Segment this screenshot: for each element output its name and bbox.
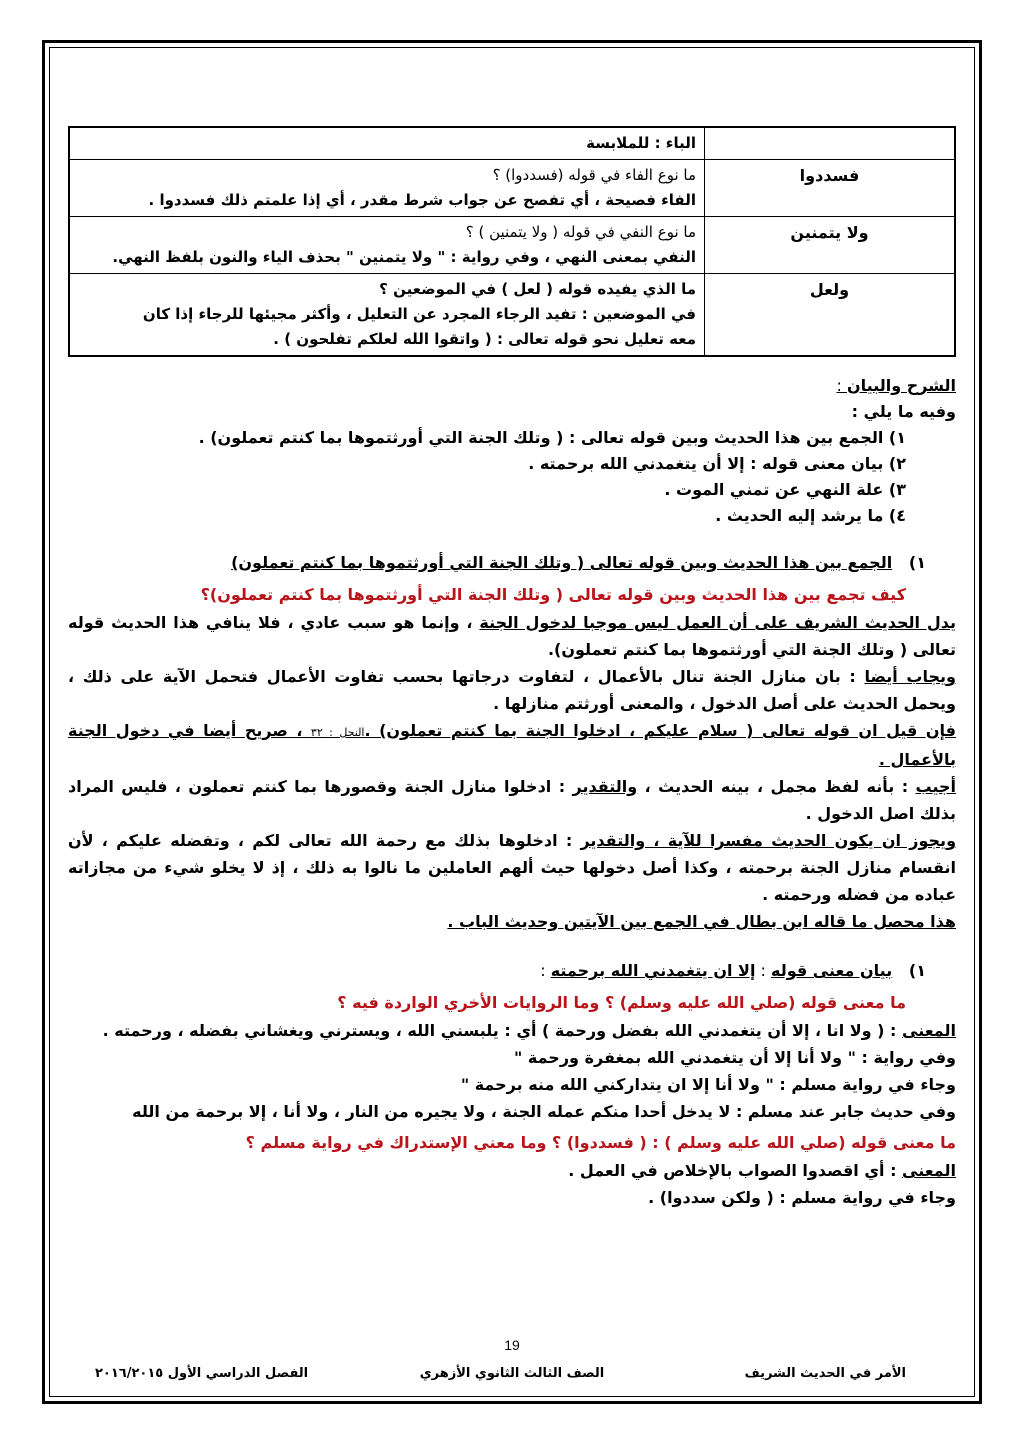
table-explanation-cell <box>69 160 705 217</box>
table-question: ما نوع النفي في قوله ( ولا يتمنين ) ؟ <box>465 223 696 241</box>
table-explanation-cell <box>69 274 705 357</box>
underlined-phrase: والتقدير <box>572 777 638 796</box>
table-explanation-cell <box>69 127 705 160</box>
table-answer: في الموضعين : تفيد الرجاء المجرد عن التعليل ، وأكثر مجيئها للرجاء إذا كان <box>142 305 696 323</box>
footer-grade: الصف الثالث الثانوي الأزهري <box>419 1366 605 1381</box>
page-content <box>68 126 956 1211</box>
paragraph: وجاء في رواية مسلم : ( ولكن سددوا) . <box>648 1188 956 1207</box>
paragraph-text: : ادخلوها بذلك مع رحمة الله تعالى لكم ، وتفضله عليكم ، لأن انقسام منازل الجنة برحمته ، وكذا أصل دخولها حيث ألهم العاملين ما نالوا به ذلك ، إذ لا يخلو شيء من مجازاته عباده من فضله ورحمته . <box>68 831 956 904</box>
section-heading-separator: : <box>755 961 771 980</box>
explanation-title-text: الشرح والبيان <box>847 376 956 395</box>
table-row <box>69 274 955 357</box>
section-heading-text: إلا ان يتغمدني الله برحمته <box>550 961 756 980</box>
underlined-phrase: يدل الحديث الشريف على أن العمل ليس موجبا لدخول الجنة <box>479 613 957 632</box>
section-1-heading <box>68 549 956 577</box>
paragraph <box>68 663 956 717</box>
list-item: ٢) بيان معنى قوله : إلا أن يتغمدني الله برحمته . <box>528 454 906 473</box>
paragraph-text: : بان منازل الجنة تنال بالأعمال ، لتفاوت درجاتها بحسب تفاوت الأعمال فتحمل الآية على ذلك ، ويحمل الحديث على أصل الدخول ، والمعنى أورثتم منازلها . <box>68 667 956 713</box>
paragraph <box>68 717 956 773</box>
section-heading-colon: : <box>540 961 551 980</box>
explanation-intro: وفيه ما يلي : <box>851 402 956 421</box>
table-answer: الفاء فصيحة ، أي تفصح عن جواب شرط مقدر ، أي إذا علمتم ذلك فسددوا . <box>148 191 696 209</box>
quran-reference: النحل : ٣٢ <box>310 726 365 739</box>
underlined-phrase: أجيب <box>915 777 957 796</box>
paragraph-text: ، صريح أيضا في دخول الجنة بالأعمال . <box>68 721 956 769</box>
paragraph: وفي حديث جابر عند مسلم : لا يدخل أحدا منكم عمله الجنة ، ولا يجيره من النار ، ولا أنا ، إلا برحمة من الله <box>132 1102 956 1121</box>
table-answer: معه تعليل نحو قوله تعالى : ( واتقوا الله لعلكم تفلحون ) . <box>273 330 696 348</box>
table-explanation-cell <box>69 217 705 274</box>
section-2-question-2: ما معنى قوله (صلي الله عليه وسلم ) : ( فسددوا) ؟ وما معني الإستدراك في رواية مسلم ؟ <box>245 1133 956 1152</box>
vocabulary-table <box>68 126 956 357</box>
paragraph <box>68 773 956 827</box>
table-row <box>69 160 955 217</box>
page-number: 19 <box>504 1337 520 1353</box>
section-heading-text: الجمع بين هذا الحديث وبين قوله تعالى ( وتلك الجنة التي أورثتموها بما كنتم تعملون) <box>231 553 893 572</box>
paragraph-text: : ادخلوا منازل الجنة وقصورها بما كنتم تعملون ، فليس المراد بذلك اصل الدخول . <box>68 777 956 823</box>
paragraph: هذا محصل ما قاله ابن بطال في الجمع بين الآيتين وحديث الباب . <box>447 912 956 931</box>
underlined-phrase: المعنى <box>902 1021 956 1040</box>
paragraph-text: : أي اقصدوا الصواب بالإخلاص في العمل . <box>568 1161 903 1180</box>
paragraph-text: فإن قيل ان قوله تعالى ( سلام عليكم ، ادخلوا الجنة بما كنتم تعملون) . <box>364 721 957 740</box>
table-answer: النفي بمعنى النهي ، وفي رواية : " ولا يتمنين " بحذف الياء والنون بلفظ النهي. <box>112 248 696 266</box>
section-2-question: ما معنى قوله (صلي الله عليه وسلم) ؟ وما الروايات الأخري الواردة فيه ؟ <box>337 993 906 1012</box>
paragraph <box>68 827 956 908</box>
paragraph: وجاء في رواية مسلم : " ولا أنا إلا ان يتداركني الله منه برحمة " <box>460 1075 956 1094</box>
paragraph <box>68 1017 956 1044</box>
paragraph <box>68 609 956 663</box>
section-1-question: كيف تجمع بين هذا الحديث وبين قوله تعالى ( وتلك الجنة التي أورثتموها بما كنتم تعملون)؟ <box>200 585 906 604</box>
footer-term: الفصل الدراسي الأول ٢٠١٦/٢٠١٥ <box>95 1366 309 1381</box>
explanation-title-colon: : <box>836 376 847 395</box>
topics-list <box>68 425 956 529</box>
list-item: ٣) علة النهي عن تمني الموت . <box>664 480 906 499</box>
table-row <box>69 217 955 274</box>
paragraph-text: : ( ولا انا ، إلا أن يتغمدني الله بفضل ورحمة ) أي : يلبسني الله ، ويسترني ويغشاني بفضله ، ورحمته . <box>102 1021 903 1040</box>
section-2-heading <box>68 957 956 985</box>
underlined-phrase: ويجوز ان يكون الحديث مفسرا للآية ، والتقدير <box>580 831 957 850</box>
table-row <box>69 127 955 160</box>
table-line: الباء : للملابسة <box>586 134 696 152</box>
paragraph-text: ، وإنما هو سبب عادي ، فلا ينافي هذا الحديث قوله تعالى ( وتلك الجنة التي أورثتموها بما كنتم تعملون). <box>68 613 956 659</box>
section-heading-text: بيان معنى قوله <box>770 961 893 980</box>
footer-subject: الأمر في الحديث الشريف <box>744 1366 906 1381</box>
underlined-phrase: المعنى <box>902 1161 956 1180</box>
table-word-cell <box>705 127 956 160</box>
explanation-title <box>68 373 956 399</box>
paragraph: وفي رواية : " ولا أنا إلا أن يتغمدني الله بمغفرة ورحمة " <box>513 1048 956 1067</box>
section-number: ١) <box>908 553 926 572</box>
table-word-cell: ولعل <box>705 274 956 357</box>
table-word-cell: ولا يتمنين <box>705 217 956 274</box>
section-number: ١) <box>908 961 926 980</box>
table-word-cell: فسددوا <box>705 160 956 217</box>
paragraph <box>68 1157 956 1184</box>
list-item: ١) الجمع بين هذا الحديث وبين قوله تعالى : ( وتلك الجنة التي أورثتموها بما كنتم تعملون) . <box>198 428 906 447</box>
underlined-phrase: ويجاب أيضا <box>864 667 956 686</box>
table-question: ما الذي يفيده قوله ( لعل ) في الموضعين ؟ <box>379 280 696 298</box>
paragraph-text: : بأنه لفظ مجمل ، بينه الحديث ، <box>637 777 916 796</box>
list-item: ٤) ما يرشد إليه الحديث . <box>715 506 906 525</box>
table-question: ما نوع الفاء في قوله (فسددوا) ؟ <box>492 166 696 184</box>
